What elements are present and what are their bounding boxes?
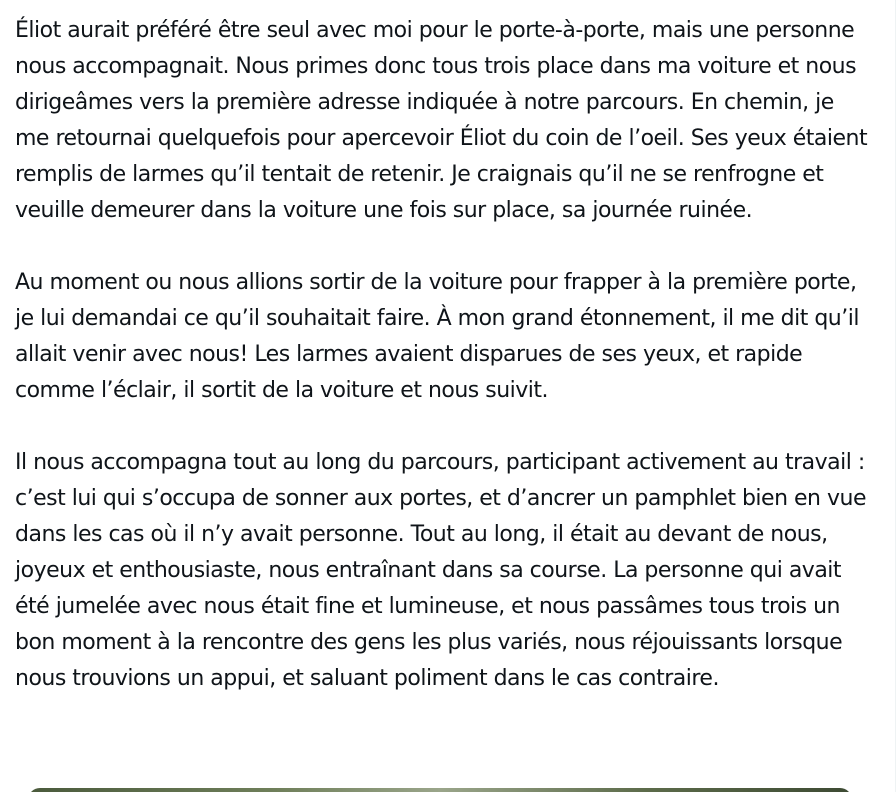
post-media-image[interactable] [28, 788, 852, 792]
post-paragraph-1: Éliot aurait préféré être seul avec moi pour le porte-à-porte, mais une personne nous accompagnait. Nous primes donc tous trois place dans ma voiture et nous dirigeâmes vers la première adresse indiquée à notre parcours. En chemin, je me retournai quelquefois pour apercevoir Éliot du coin de l’oeil. Ses yeux étaient remplis de larmes qu’il tentait de retenir. Je craignais qu’il ne se renfrogne et veuille demeurer dans la voiture une fois sur place, sa journée ruinée. [15, 18, 868, 223]
post-paragraph-2: Au moment ou nous allions sortir de la voiture pour frapper à la première porte, je lui demandai ce qu’il souhaitait faire. À mon grand étonnement, il me dit qu’il allait venir avec nous! Les larmes avaient disparues de ses yeux, et rapide comme l’éclair, il sortit de la voiture et nous suivit. [15, 270, 859, 403]
post-paragraph-3: Il nous accompagna tout au long du parcours, participant activement au travail : c’est lui qui s’occupa de sonner aux portes, et d’ancrer un pamphlet bien en vue dans les cas où il n’y avait personne. Tout au long, il était au devant de nous, joyeux et enthousiaste, nous entraînant dans sa course. La personne qui avait été jumelée avec nous était fine et lumineuse, et nous passâmes tous trois un bon moment à la rencontre des gens les plus variés, nous réjouissants lorsque nous trouvions un appui, et saluant poliment dans le cas contraire. [15, 450, 866, 691]
post-text [15, 13, 872, 697]
